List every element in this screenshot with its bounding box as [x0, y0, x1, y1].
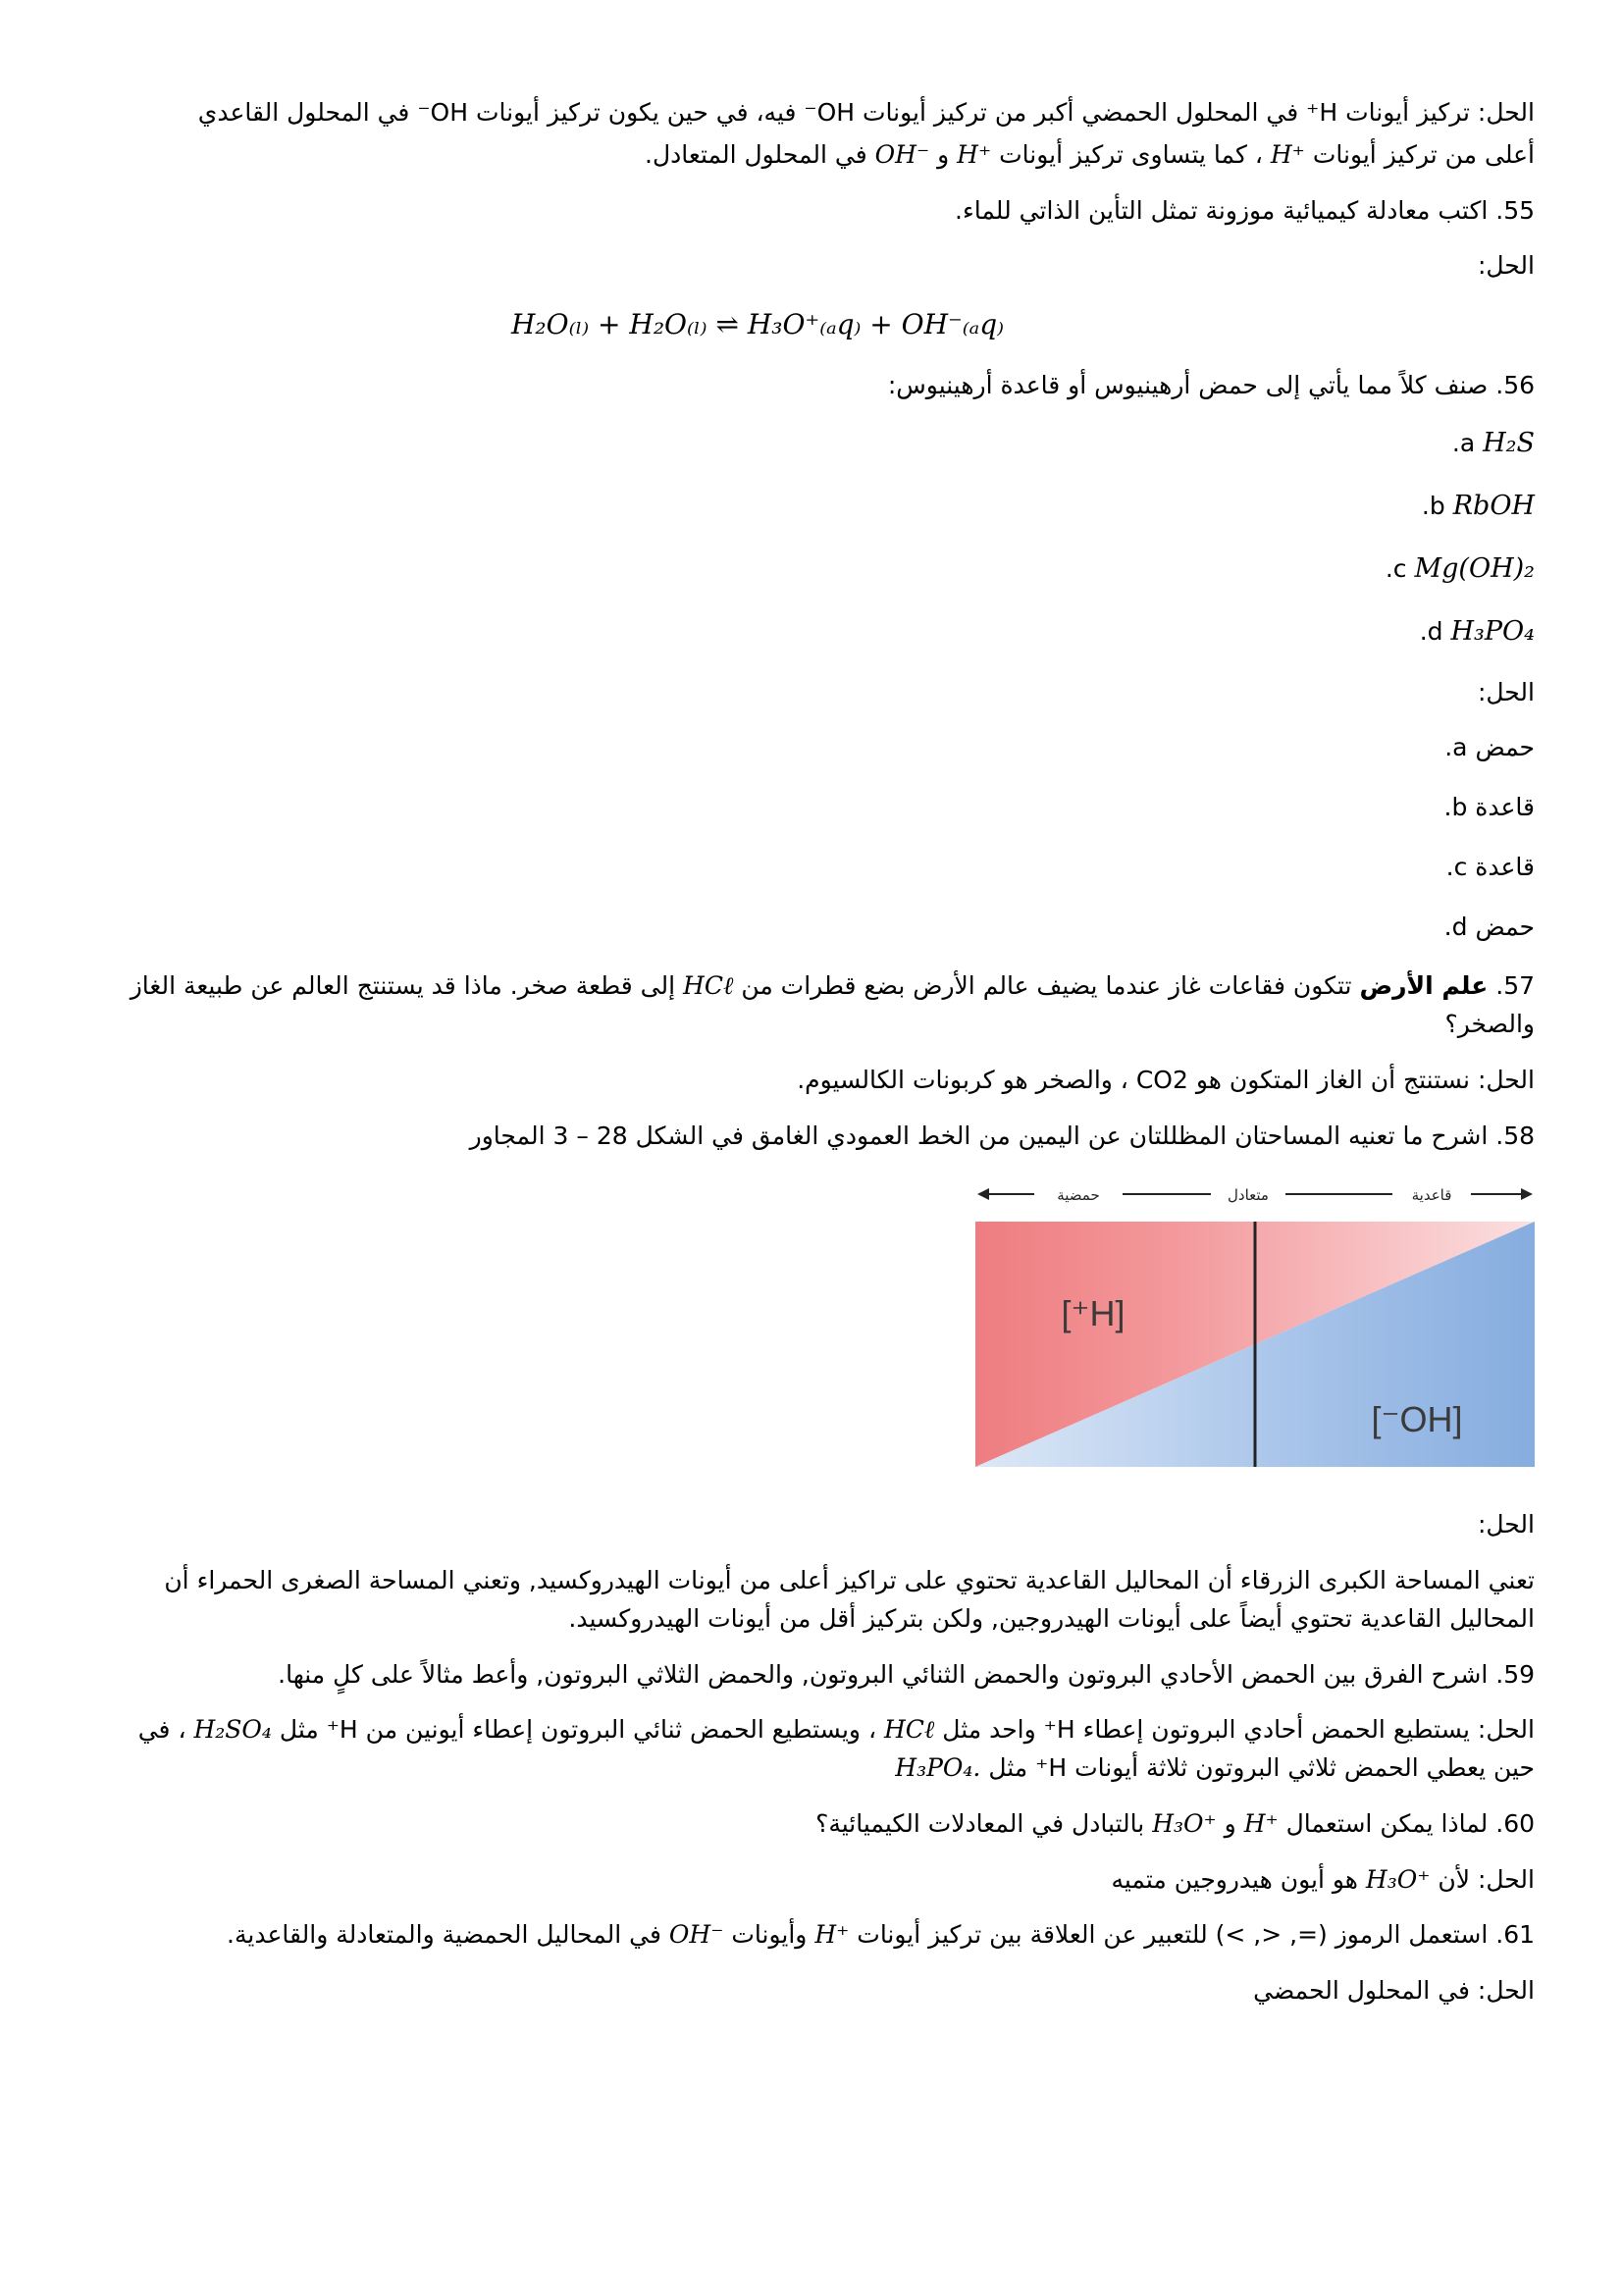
question-57: 57. علم الأرض تتكون فقاعات غاز عندما يضيف عالم الأرض بضع قطرات من HCℓ إلى قطعة صخر. ماذا قد يستنتج العالم عن طبيعة الغاز والصخر؟ — [118, 967, 1535, 1044]
q56-answer-d: حمض d. — [1443, 912, 1535, 941]
formula-oh-minus: OH⁻ — [874, 139, 930, 169]
answer-label-58: الحل: — [1477, 1510, 1535, 1539]
label-neutral: متعادل — [1228, 1186, 1269, 1205]
answer-61: الحل: في المحلول الحمضي — [1253, 1976, 1535, 2006]
answer-59: الحل: يستطيع الحمض أحادي البروتون إعطاء H⁺ واحد مثل HCℓ ، ويستطيع الحمض ثنائي البروتون إعطاء أيونين من H⁺ مثل H₂SO₄ ، في حين يعطي الحمض ثلاثي البروتون ثلاثة أيونات H⁺ مثل H₃PO₄. — [118, 1711, 1535, 1788]
question-60: 60. لماذا يمكن استعمال H⁺ و H₃O⁺ بالتبادل في المعادلات الكيميائية؟ — [118, 1805, 1535, 1844]
q56-answer-a: حمض a. — [1444, 733, 1535, 762]
formula-h3o-plus: H₃O⁺ — [1152, 1808, 1217, 1838]
question-59: 59. اشرح الفرق بين الحمض الأحادي البروتون والحمض الثنائي البروتون, والحمض الثلاثي البروتون, وأعط مثالاً على كلٍ منها. — [278, 1659, 1535, 1689]
right-arrowhead — [1521, 1188, 1533, 1200]
formula-oh-minus: OH⁻ — [668, 1920, 724, 1950]
intro-answer-line1: الحل: تركيز أيونات H⁺ في المحلول الحمضي أكبر من تركيز أيونات OH⁻ فيه، في حين يكون تركيز أيونات OH⁻ في المحلول القاعدي — [197, 98, 1535, 127]
q56-item-b: RbOH b. — [1421, 490, 1535, 521]
formula-h-plus: H⁺ — [814, 1920, 850, 1950]
question-55: 55. اكتب معادلة كيميائية موزونة تمثل التأين الذاتي للماء. — [955, 195, 1535, 225]
ph-concentration-figure — [975, 1173, 1535, 1477]
formula-hcl: HCℓ — [883, 1715, 935, 1745]
q56-answer-c: قاعدة c. — [1445, 852, 1535, 881]
answer-label-55: الحل: — [1477, 251, 1535, 281]
q56-item-d: H₃PO₄ d. — [1419, 615, 1535, 647]
answer-label-56: الحل: — [1477, 677, 1535, 706]
equation-self-ionization: H₂O₍ₗ₎ + H₂O₍ₗ₎ ⇌ H₃O⁺₍ₐq₎ + OH⁻₍ₐq₎ — [511, 308, 1004, 340]
formula-h2so4: H₂SO₄ — [193, 1715, 272, 1745]
answer-58: تعني المساحة الكبرى الزرقاء أن المحاليل القاعدية تحتوي على تراكيز أعلى من أيونات الهيدروكسيد, وتعني المساحة الصغرى الحمراء أن المحاليل القاعدية تحتوي أيضاً على أيونات الهيدروجين, ولكن بتركيز أقل من أيونات الهيدروكسيد. — [164, 1566, 1535, 1633]
q56-item-a: H₂S a. — [1451, 428, 1535, 459]
intro-answer-line2: أعلى من تركيز أيونات H⁺ ، كما يتساوى تركيز أيونات H⁺ و OH⁻ في المحلول المتعادل. — [118, 136, 1535, 175]
question-56: 56. صنف كلاً مما يأتي إلى حمض أرهينيوس أو قاعدة أرهينيوس: — [887, 371, 1535, 400]
formula-h-plus: H⁺ — [1243, 1808, 1279, 1838]
q56-answer-b: قاعدة b. — [1443, 793, 1535, 822]
answer-57: الحل: نستنتج أن الغاز المتكون هو CO2 ، والصخر هو كربونات الكالسيوم. — [797, 1065, 1535, 1094]
label-h-plus: [H⁺] — [1061, 1293, 1126, 1334]
formula-hcl: HCℓ — [683, 971, 734, 1001]
answer-60: الحل: لأن H₃O⁺ هو أيون هيدروجين متميه — [118, 1861, 1535, 1900]
formula-h-plus: H⁺ — [957, 139, 992, 169]
question-58: 58. اشرح ما تعنيه المساحتان المظللتان عن اليمين من الخط العمودي الغامق في الشكل 28 – 3 المجاور — [469, 1121, 1535, 1150]
left-arrowhead — [977, 1188, 989, 1200]
formula-h-plus: H⁺ — [1270, 139, 1305, 169]
formula-h3po4: H₃PO₄. — [895, 1753, 981, 1783]
document-body — [118, 94, 1535, 2028]
question-61: 61. استعمل الرموز (=, <, >) للتعبير عن العلاقة بين تركيز أيونات H⁺ وأيونات OH⁻ في المحاليل الحمضية والمتعادلة والقاعدية. — [118, 1916, 1535, 1955]
q57-topic: علم الأرض — [1359, 971, 1489, 1001]
label-acidic: حمضية — [1057, 1186, 1100, 1205]
q56-item-c: Mg(OH)₂ c. — [1385, 552, 1535, 584]
figure-container — [118, 1173, 1535, 1487]
label-basic: قاعدية — [1411, 1186, 1452, 1205]
formula-h3o-plus: H₃O⁺ — [1365, 1864, 1431, 1894]
label-oh-minus: [OH⁻] — [1371, 1399, 1463, 1440]
